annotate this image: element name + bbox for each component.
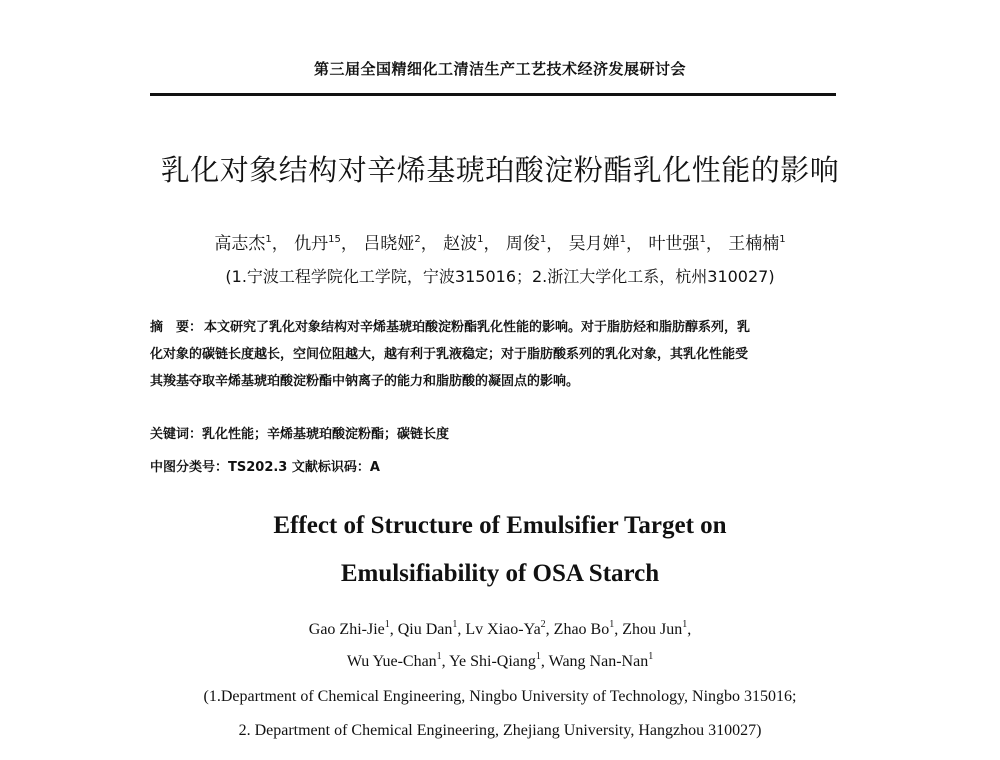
author-separator: ， <box>340 234 358 254</box>
author-en: Wang Nan-Nan <box>548 653 649 670</box>
author-separator: ， <box>546 234 564 254</box>
abstract-line: 其羧基夺取辛烯基琥珀酸淀粉酯中钠离子的能力和脂肪酸的凝固点的影响。 <box>150 374 580 389</box>
author-cn: 周俊 <box>505 234 540 254</box>
author-en: Zhao Bo <box>553 621 610 638</box>
affiliation-english-line-1: (1.Department of Chemical Engineering, Ningbo University of Technology, Ningbo 315016; <box>203 688 797 705</box>
author-en: Qiu Dan <box>397 621 453 638</box>
authors-english-line-2: Wu Yue-Chan$^1$, Ye Shi-Qiang$^1$, Wang Nan-Nan$^1$ <box>346 651 654 670</box>
author-cn-affil-mark: 1 <box>699 234 706 245</box>
author-cn: 高志杰 <box>214 234 266 254</box>
author-en-affil-mark: 1 <box>648 651 654 662</box>
abstract-label: 摘 要： <box>150 320 203 335</box>
author-en: Zhou Jun <box>622 621 683 638</box>
affiliation-english-line-2: 2. Department of Chemical Engineering, Zhejiang University, Hangzhou 310027) <box>238 722 762 739</box>
keywords-chinese: 关键词：乳化性能；辛烯基琥珀酸淀粉酯；碳链长度 <box>150 427 450 442</box>
author-cn: 吕晓娅 <box>363 234 415 254</box>
author-en-affil-mark: 1 <box>384 619 390 630</box>
author-en-affil-mark: 1 <box>682 619 688 630</box>
author-en-affil-mark: 1 <box>452 619 458 630</box>
author-en: Wu Yue-Chan <box>346 653 437 670</box>
author-cn-affil-mark: 1 <box>779 234 786 245</box>
classification-code: 中图分类号：TS202.3 文献标识码：A <box>150 460 380 475</box>
author-en-affil-mark: 1 <box>436 651 442 662</box>
author-cn-affil-mark: 2 <box>414 234 421 245</box>
author-en: Lv Xiao-Ya <box>465 621 541 638</box>
author-cn: 仇丹 <box>294 234 329 254</box>
author-cn-affil-mark: 1 <box>477 234 484 245</box>
author-cn: 王楠楠 <box>728 234 780 254</box>
abstract-chinese <box>150 314 840 395</box>
author-cn: 叶世强 <box>648 234 700 254</box>
author-cn: 赵波 <box>443 234 478 254</box>
title-english-line-2: Emulsifiability of OSA Starch <box>340 560 660 587</box>
author-separator: ， <box>705 234 723 254</box>
author-cn-affil-mark: 1 <box>619 234 627 245</box>
title-english-line-1: Effect of Structure of Emulsifier Target on <box>273 512 727 539</box>
header-rule <box>150 93 836 96</box>
affiliation-chinese: (1.宁波工程学院化工学院，宁波315016；2.浙江大学化工系，杭州310027) <box>225 267 775 286</box>
author-cn-affil-mark: 15 <box>328 234 341 245</box>
author-separator: ， <box>626 234 644 254</box>
author-en-affil-mark: 1 <box>535 651 541 662</box>
authors-chinese <box>0 229 1000 254</box>
author-separator: ， <box>271 234 289 254</box>
author-en-affil-mark: 1 <box>609 619 615 630</box>
abstract-line: 化对象的碳链长度越长，空间位阻越大，越有利于乳液稳定；对于脂肪酸系列的乳化对象，其乳化性能受 <box>150 347 749 362</box>
author-en: Ye Shi-Qiang <box>449 653 536 670</box>
author-cn: 吴月婵 <box>568 234 620 254</box>
author-cn-affil-mark: 1 <box>539 234 547 245</box>
running-header: 第三届全国精细化工清洁生产工艺技术经济发展研讨会 <box>313 60 686 78</box>
author-separator: ， <box>420 234 438 254</box>
authors-english-line-1: Gao Zhi-Jie$^1$, Qiu Dan$^1$, Lv Xiao-Ya$^2$, Zhao Bo$^1$, Zhou Jun$^1$, <box>308 619 692 638</box>
abstract-text: 本文研究了乳化对象结构对辛烯基琥珀酸淀粉酯乳化性能的影响。对于脂肪烃和脂肪醇系列，乳 <box>204 320 751 335</box>
author-en: Gao Zhi-Jie <box>308 621 385 638</box>
title-chinese: 乳化对象结构对辛烯基琥珀酸淀粉酯乳化性能的影响 <box>160 153 840 187</box>
author-en-affil-mark: 2 <box>540 619 546 630</box>
abstract-line <box>150 314 840 341</box>
author-separator: ， <box>483 234 501 254</box>
author-cn-affil-mark: 1 <box>265 234 272 245</box>
